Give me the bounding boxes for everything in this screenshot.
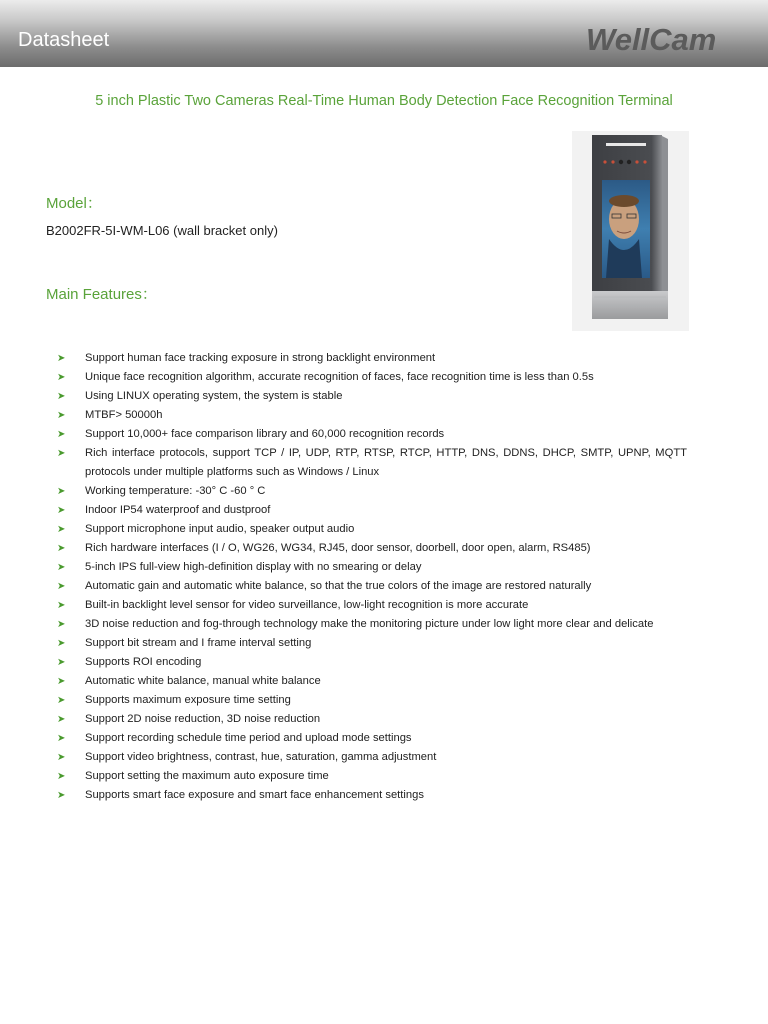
features-list (57, 349, 687, 805)
arrow-bullet-icon: ➤ (57, 790, 66, 801)
list-item: ➤ Indoor IP54 waterproof and dustproof (57, 501, 687, 520)
list-item: ➤ Support recording schedule time period and upload mode settings (57, 729, 687, 748)
list-item: ➤ Support microphone input audio, speaker output audio (57, 520, 687, 539)
list-item: ➤ Using LINUX operating system, the system is stable (57, 387, 687, 406)
list-item: ➤ Unique face recognition algorithm, accurate recognition of faces, face recognition time is less than 0.5s (57, 368, 687, 387)
model-value: B2002FR-5I-WM-L06 (wall bracket only) (46, 223, 278, 238)
product-image (572, 131, 689, 331)
arrow-bullet-icon: ➤ (57, 676, 66, 687)
arrow-bullet-icon: ➤ (57, 391, 66, 402)
arrow-bullet-icon: ➤ (57, 429, 66, 440)
arrow-bullet-icon: ➤ (57, 638, 66, 649)
document-title: 5 inch Plastic Two Cameras Real-Time Human Body Detection Face Recognition Terminal (95, 93, 673, 109)
list-item: ➤ Working temperature: -30° C -60 ° C (57, 482, 687, 501)
arrow-bullet-icon: ➤ (57, 505, 66, 516)
arrow-bullet-icon: ➤ (57, 353, 66, 364)
list-item: ➤ 5-inch IPS full-view high-definition display with no smearing or delay (57, 558, 687, 577)
list-item: ➤ Built-in backlight level sensor for video surveillance, low-light recognition is more accurate (57, 596, 687, 615)
header-title: Datasheet (18, 29, 110, 51)
arrow-bullet-icon: ➤ (57, 619, 66, 630)
list-item: ➤ Automatic white balance, manual white balance (57, 672, 687, 691)
arrow-bullet-icon: ➤ (57, 486, 66, 497)
arrow-bullet-icon: ➤ (57, 581, 66, 592)
list-item: ➤ Automatic gain and automatic white balance, so that the true colors of the image are restored naturally (57, 577, 687, 596)
list-item: ➤ Rich interface protocols, support TCP / IP, UDP, RTP, RTSP, RTCP, HTTP, DNS, DDNS, DHCP, SMTP, UPNP, MQTT protocols under multiple platforms such as Windows / Linux (57, 444, 687, 482)
arrow-bullet-icon: ➤ (57, 524, 66, 535)
header-bar (0, 0, 768, 67)
list-item: ➤ Supports ROI encoding (57, 653, 687, 672)
arrow-bullet-icon: ➤ (57, 448, 66, 459)
arrow-bullet-icon: ➤ (57, 562, 66, 573)
list-item: ➤ Support 2D noise reduction, 3D noise reduction (57, 710, 687, 729)
arrow-bullet-icon: ➤ (57, 657, 66, 668)
list-item: ➤ Supports smart face exposure and smart face enhancement settings (57, 786, 687, 805)
main-features-heading: Main Features： (46, 286, 157, 303)
arrow-bullet-icon: ➤ (57, 410, 66, 421)
model-heading: Model： (46, 195, 102, 212)
list-item: ➤ Supports maximum exposure time setting (57, 691, 687, 710)
list-item: ➤ MTBF> 50000h (57, 406, 687, 425)
list-item: ➤ Support human face tracking exposure in strong backlight environment (57, 349, 687, 368)
list-item: ➤ Support setting the maximum auto exposure time (57, 767, 687, 786)
list-item: ➤ Rich hardware interfaces (I / O, WG26, WG34, RJ45, door sensor, doorbell, door open, alarm, RS485) (57, 539, 687, 558)
arrow-bullet-icon: ➤ (57, 752, 66, 763)
arrow-bullet-icon: ➤ (57, 372, 66, 383)
list-item: ➤ Support 10,000+ face comparison library and 60,000 recognition records (57, 425, 687, 444)
arrow-bullet-icon: ➤ (57, 600, 66, 611)
arrow-bullet-icon: ➤ (57, 714, 66, 725)
list-item: ➤ Support video brightness, contrast, hue, saturation, gamma adjustment (57, 748, 687, 767)
brand-logo: WellCam (586, 22, 717, 57)
arrow-bullet-icon: ➤ (57, 771, 66, 782)
list-item: ➤ 3D noise reduction and fog-through technology make the monitoring picture under low light more clear and delicate (57, 615, 687, 634)
list-item: ➤ Support bit stream and I frame interval setting (57, 634, 687, 653)
arrow-bullet-icon: ➤ (57, 543, 66, 554)
arrow-bullet-icon: ➤ (57, 733, 66, 744)
arrow-bullet-icon: ➤ (57, 695, 66, 706)
